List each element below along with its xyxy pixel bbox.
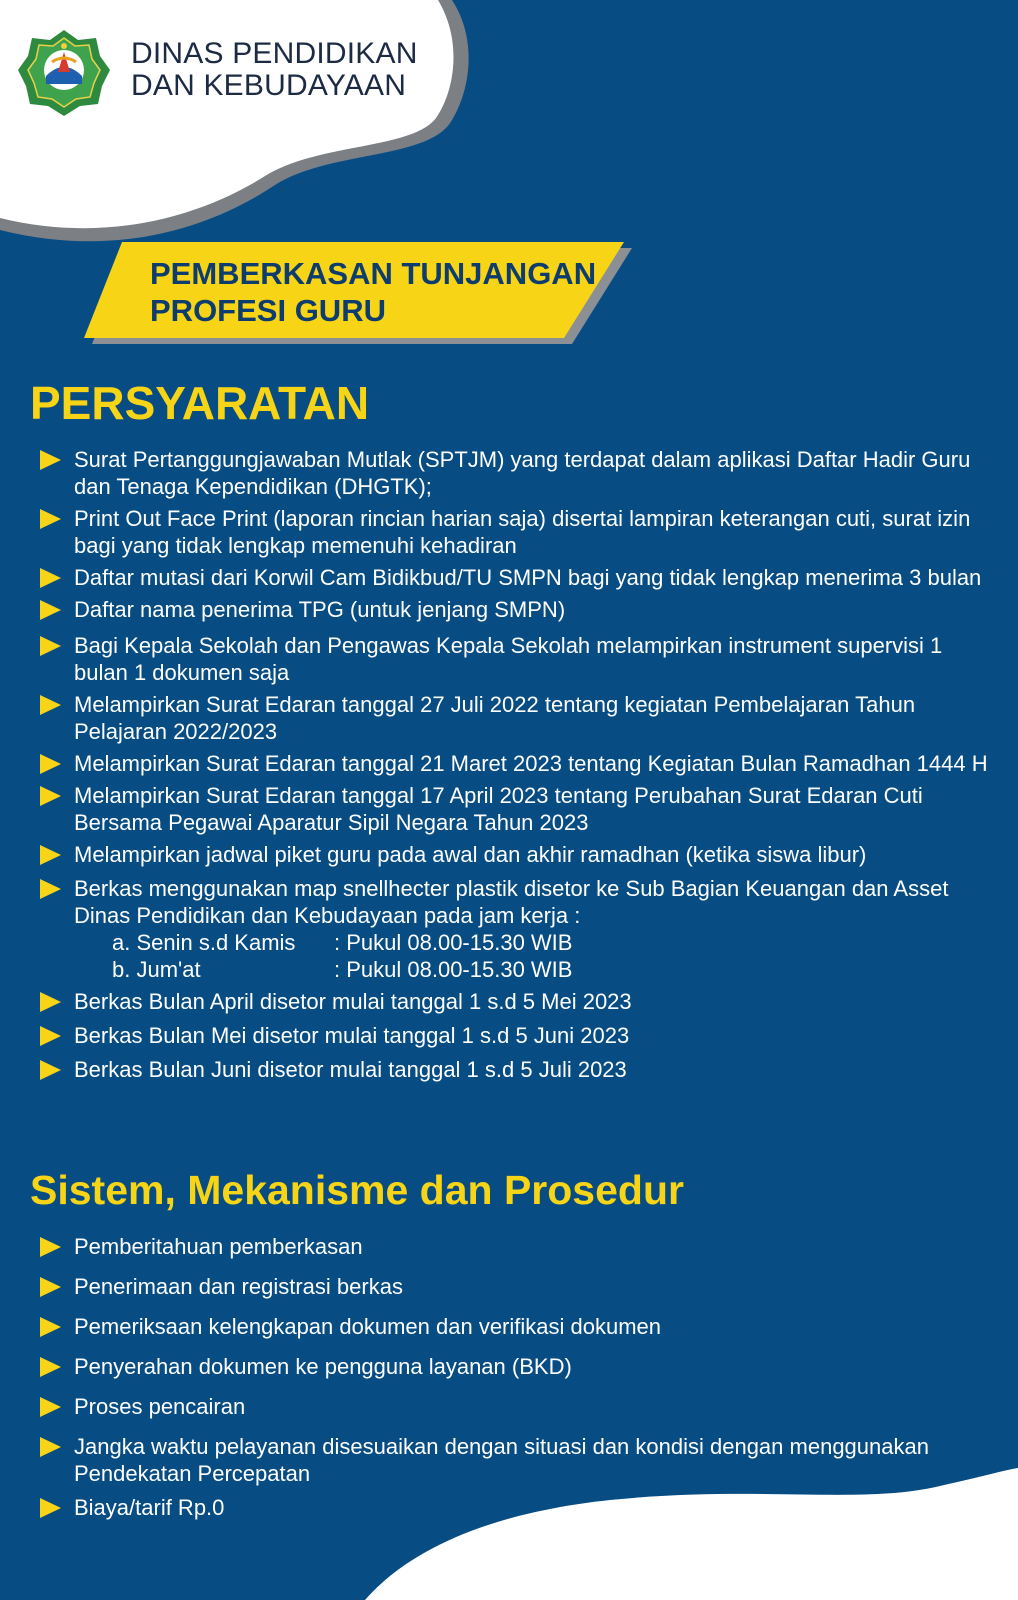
- list-item: Daftar mutasi dari Korwil Cam Bidikbud/TU SMPN bagi yang tidak lengkap menerima 3 bulan: [40, 564, 1000, 591]
- list-item: Print Out Face Print (laporan rincian harian saja) disertai lampiran keterangan cuti, surat izin bagi yang tidak lengkap memenuhi kehadiran: [40, 505, 1000, 559]
- list-item: Penyerahan dokumen ke pengguna layanan (BKD): [40, 1353, 1000, 1380]
- bullet-triangle-icon: [40, 600, 61, 620]
- list-item: Proses pencairan: [40, 1393, 1000, 1420]
- list-item: Melampirkan Surat Edaran tanggal 17 April 2023 tentang Perubahan Surat Edaran Cuti Bersama Pegawai Aparatur Sipil Negara Tahun 2023: [40, 782, 1000, 836]
- list-item: Bagi Kepala Sekolah dan Pengawas Kepala Sekolah melampirkan instrument supervisi 1 bulan 1 dokumen saja: [40, 632, 1000, 686]
- org-name: [131, 38, 418, 102]
- schedule-row: b. Jum'at : Pukul 08.00-15.30 WIB: [112, 957, 573, 982]
- bullet-triangle-icon: [40, 1060, 61, 1080]
- list-item: Pemeriksaan kelengkapan dokumen dan verifikasi dokumen: [40, 1313, 1000, 1340]
- procedure-heading: Sistem, Mekanisme dan Prosedur: [30, 1167, 684, 1213]
- list-item: Melampirkan jadwal piket guru pada awal dan akhir ramadhan (ketika siswa libur): [40, 841, 1000, 868]
- bullet-triangle-icon: [40, 450, 61, 470]
- regency-emblem-icon: [18, 28, 110, 118]
- org-name-line2: DAN KEBUDAYAAN: [131, 69, 407, 102]
- bullet-triangle-icon: [40, 992, 61, 1012]
- list-item: Jangka waktu pelayanan disesuaikan dengan situasi dan kondisi dengan menggunakan Pendekatan Percepatan: [40, 1433, 1000, 1487]
- bullet-triangle-icon: [40, 1357, 61, 1377]
- list-item: Berkas Bulan Mei disetor mulai tanggal 1 s.d 5 Juni 2023: [40, 1022, 1000, 1049]
- banner-line1: PEMBERKASAN TUNJANGAN: [150, 256, 597, 291]
- bullet-triangle-icon: [40, 568, 61, 588]
- org-name-line1: DINAS PENDIDIKAN: [131, 37, 418, 70]
- requirements-list: [40, 446, 1000, 1083]
- bullet-triangle-icon: [40, 845, 61, 865]
- schedule-row: a. Senin s.d Kamis : Pukul 08.00-15.30 WIB: [112, 930, 573, 955]
- bullet-triangle-icon: [40, 1237, 61, 1257]
- list-item: Melampirkan Surat Edaran tanggal 21 Maret 2023 tentang Kegiatan Bulan Ramadhan 1444 H: [40, 750, 1000, 777]
- list-item: Berkas menggunakan map snellhecter plastik disetor ke Sub Bagian Keuangan dan Asset Dinas Pendidikan dan Kebudayaan pada jam kerja : a. Senin s.d Kamis : Pukul 08.00-15.30 WIB b. Jum'at : Pukul 08.00-15.30 WIB: [40, 875, 1000, 983]
- bullet-triangle-icon: [40, 1026, 61, 1046]
- requirements-heading: PERSYARATAN: [30, 377, 370, 429]
- bullet-triangle-icon: [40, 695, 61, 715]
- list-item: Penerimaan dan registrasi berkas: [40, 1273, 1000, 1300]
- list-item: Surat Pertanggungjawaban Mutlak (SPTJM) yang terdapat dalam aplikasi Daftar Hadir Guru dan Tenaga Kependidikan (DHGTK);: [40, 446, 1000, 500]
- bullet-triangle-icon: [40, 636, 61, 656]
- bullet-triangle-icon: [40, 1317, 61, 1337]
- bullet-triangle-icon: [40, 1437, 61, 1457]
- bullet-triangle-icon: [40, 1277, 61, 1297]
- procedure-list: [40, 1233, 1000, 1521]
- list-item: Daftar nama penerima TPG (untuk jenjang SMPN): [40, 596, 1000, 623]
- list-item: Berkas Bulan Juni disetor mulai tanggal 1 s.d 5 Juli 2023: [40, 1056, 1000, 1083]
- list-item: Biaya/tarif Rp.0: [40, 1494, 1000, 1521]
- bullet-triangle-icon: [40, 509, 61, 529]
- list-item: Berkas Bulan April disetor mulai tanggal 1 s.d 5 Mei 2023: [40, 988, 1000, 1015]
- list-item: Pemberitahuan pemberkasan: [40, 1233, 1000, 1260]
- bullet-triangle-icon: [40, 879, 61, 899]
- title-banner: [150, 255, 596, 329]
- list-item: Melampirkan Surat Edaran tanggal 27 Juli 2022 tentang kegiatan Pembelajaran Tahun Pelajaran 2022/2023: [40, 691, 1000, 745]
- bullet-triangle-icon: [40, 786, 61, 806]
- banner-line2: PROFESI GURU: [150, 293, 386, 328]
- bullet-triangle-icon: [40, 1397, 61, 1417]
- bullet-triangle-icon: [40, 1498, 61, 1518]
- bullet-triangle-icon: [40, 754, 61, 774]
